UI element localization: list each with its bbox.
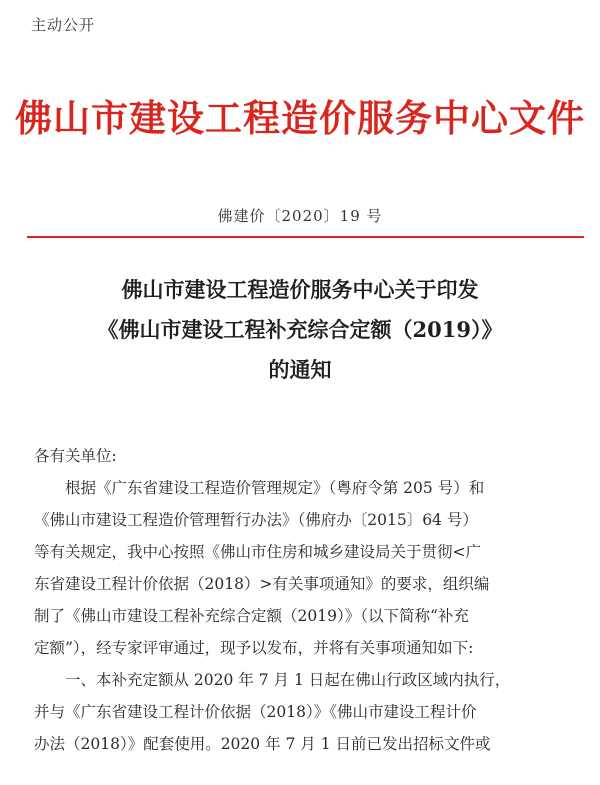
body-line-9: 办法（2018）》配套使用。2020 年 7 月 1 日前已发出招标文件或: [34, 735, 491, 753]
body-line-8: 并与《广东省建设工程计价依据（2018）》《佛山市建设工程计价: [34, 703, 477, 721]
title-line-2: 《佛山市建设工程补充综合定额（2019）》: [97, 317, 503, 342]
body-line-1: 根据《广东省建设工程造价管理规定》（粤府令第 205 号）和: [65, 479, 485, 497]
body-line-7: 一、本补充定额从 2020 年 7 月 1 日起在佛山行政区域内执行，: [65, 671, 511, 689]
title-line-3: 的通知: [268, 357, 332, 382]
organization-header: 佛山市建设工程造价服务中心文件: [15, 96, 585, 140]
body-line-2: 《佛山市建设工程造价管理暂行办法》（佛府办〔2015〕64 号）: [34, 511, 478, 529]
document-body: [34, 440, 579, 760]
body-line-4: 东省建设工程计价依据（2018）>有关事项通知》的要求，组织编: [34, 575, 490, 593]
disclosure-label: 主动公开: [31, 16, 96, 34]
title-line-1: 佛山市建设工程造价服务中心关于印发: [121, 277, 479, 302]
salutation: 各有关单位:: [34, 447, 117, 465]
document-number: 佛建价〔2020〕19 号: [217, 207, 383, 225]
body-line-3: 等有关规定，我中心按照《佛山市住房和城乡建设局关于贯彻<广: [34, 543, 481, 561]
body-line-6: 定额”），经专家评审通过，现予以发布，并将有关事项通知如下:: [34, 639, 474, 657]
body-line-5: 制了《佛山市建设工程补充综合定额（2019）》（以下简称“补充: [34, 607, 469, 625]
document-title: [0, 270, 600, 390]
header-divider: [27, 236, 584, 238]
